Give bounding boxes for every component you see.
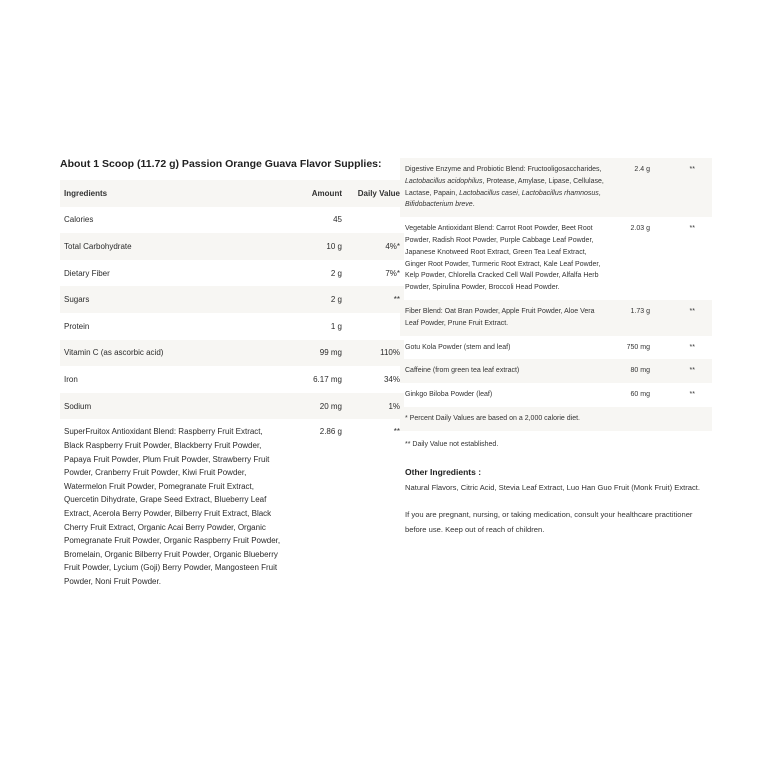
percent-dv-note: * Percent Daily Values are based on a 2,000 calorie diet. bbox=[405, 414, 580, 422]
row-amount: 2 g bbox=[330, 268, 342, 278]
row-dv: 4%* bbox=[385, 241, 400, 251]
row-dv: ** bbox=[689, 307, 695, 315]
row-dv bbox=[346, 313, 404, 340]
row-name: Protein bbox=[64, 321, 90, 331]
row-dv: ** bbox=[689, 391, 695, 399]
row-dv: ** bbox=[689, 367, 695, 375]
percent-note-row bbox=[400, 407, 712, 431]
table-row bbox=[400, 336, 712, 360]
row-name: Vegetable Antioxidant Blend: Carrot Root Powder, Beet Root Powder, Radish Root Powder, Purple Cabbage Leaf Powder, Japanese Knotweed Root Extract, Green Tea Leaf Extract, Ginger Root Powder, Turmeric Root Extract, Kale Leaf Powder, Kelp Powder, Chlorella Cracked Cell Wall Powder, Alfalfa Herb Powder, Spirulina Powder, Broccoli Head Powder. bbox=[405, 225, 601, 292]
text-part: Lactobacillus rhamnosus bbox=[521, 189, 599, 197]
nutrition-table bbox=[60, 180, 404, 588]
header-ingredients: Ingredients bbox=[64, 188, 108, 198]
text-part: Lactobacillus acidophilus bbox=[405, 177, 483, 185]
row-amount: 6.17 mg bbox=[313, 374, 342, 384]
row-name: Vitamin C (as ascorbic acid) bbox=[64, 348, 164, 358]
table-row bbox=[60, 207, 404, 234]
row-amount: 2.4 g bbox=[634, 166, 650, 173]
row-dv: 34% bbox=[383, 374, 400, 384]
other-ingredients-text: Natural Flavors, Citric Acid, Stevia Leaf Extract, Luo Han Guo Fruit (Monk Fruit) Extract. bbox=[405, 482, 700, 492]
row-amount: 2.86 g bbox=[319, 427, 342, 437]
row-dv: 7%* bbox=[385, 268, 400, 278]
row-dv: 1% bbox=[388, 401, 400, 411]
row-name: Ginkgo Biloba Powder (leaf) bbox=[405, 391, 493, 399]
row-amount: 2 g bbox=[330, 295, 342, 305]
table-row bbox=[400, 300, 712, 336]
row-dv bbox=[346, 207, 404, 234]
row-amount: 60 mg bbox=[630, 391, 650, 399]
text-part: , Protease, Amylase, Lipase, Cellulase, Lactase, Papain, bbox=[405, 177, 604, 197]
row-amount: 20 mg bbox=[319, 401, 342, 411]
row-name bbox=[405, 164, 605, 211]
warning-text: If you are pregnant, nursing, or taking medication, consult your healthcare practitioner before use. Keep out of reach of children. bbox=[405, 509, 693, 534]
text-part: . bbox=[472, 201, 475, 209]
table-row bbox=[60, 313, 404, 340]
text-part: Lactobacillus casei bbox=[459, 189, 518, 197]
row-dv: ** bbox=[393, 427, 400, 437]
row-name: Sugars bbox=[64, 295, 90, 305]
row-name: Calories bbox=[64, 215, 94, 225]
row-name: SuperFruitox Antioxidant Blend: Raspberry Fruit Extract, Black Raspberry Fruit Powder, Blackberry Fruit Powder, Papaya Fruit Powder, Plum Fruit Powder, Strawberry Fruit Powder, Cranberry Fruit Powder, Kiwi Fruit Powder, Watermelon Fruit Powder, Pomegranate Fruit Extract, Quercetin Dihydrate, Grape Seed Extract, Blueberry Leaf Extract, Acerola Berry Powder, Bilberry Fruit Extract, Black Cherry Fruit Extract, Organic Acai Berry Powder, Organic Pomegranate Fruit Powder, Organic Raspberry Fruit Powder, Bromelain, Organic Bilberry Fruit Powder, Organic Blueberry Fruit Powder, Lycium (Goji) Berry Powder, Mangosteen Fruit Powder, Noni Fruit Powder. bbox=[64, 427, 281, 586]
row-dv: ** bbox=[689, 225, 695, 233]
table-row bbox=[400, 359, 712, 383]
row-amount: 2.03 g bbox=[630, 225, 650, 233]
header-daily-value: Daily Value bbox=[357, 188, 400, 198]
other-ingredients-heading: Other Ingredients : bbox=[405, 466, 482, 477]
table-row-blend bbox=[60, 419, 404, 588]
text-part: , bbox=[598, 189, 601, 197]
table-header-row bbox=[60, 180, 404, 207]
text-part: Bifidobacterium breve bbox=[405, 201, 473, 209]
row-amount: 99 mg bbox=[319, 348, 342, 358]
row-dv: ** bbox=[689, 343, 695, 351]
row-name: Fiber Blend: Oat Bran Powder, Apple Fruit Powder, Aloe Vera Leaf Powder, Prune Fruit Extract. bbox=[405, 307, 595, 327]
row-amount: 750 mg bbox=[626, 343, 650, 351]
row-name: Total Carbohydrate bbox=[64, 241, 132, 251]
row-name: Gotu Kola Powder (stem and leaf) bbox=[405, 343, 511, 351]
table-row bbox=[400, 217, 712, 300]
table-row bbox=[60, 286, 404, 313]
row-amount: 1 g bbox=[330, 321, 342, 331]
text-part: Digestive Enzyme and Probiotic Blend: Fructooligosaccharides, bbox=[405, 166, 602, 173]
text-part: , bbox=[517, 189, 522, 197]
row-amount: 1.73 g bbox=[630, 307, 650, 315]
row-amount: 45 bbox=[333, 215, 342, 225]
nutrition-panel-left bbox=[60, 158, 400, 588]
table-row bbox=[60, 340, 404, 367]
row-amount: 10 g bbox=[326, 241, 342, 251]
row-name: Iron bbox=[64, 374, 78, 384]
header-amount: Amount bbox=[311, 188, 342, 198]
serving-title: About 1 Scoop (11.72 g) Passion Orange Guava Flavor Supplies: bbox=[60, 158, 382, 170]
row-amount: 80 mg bbox=[630, 367, 650, 375]
row-dv: 110% bbox=[380, 348, 400, 358]
row-name: Dietary Fiber bbox=[64, 268, 110, 278]
row-name: Sodium bbox=[64, 401, 92, 411]
row-name: Caffeine (from green tea leaf extract) bbox=[405, 367, 520, 375]
table-row bbox=[60, 260, 404, 287]
daily-value-note: ** Daily Value not established. bbox=[405, 440, 499, 448]
row-dv: ** bbox=[393, 295, 400, 305]
table-row bbox=[60, 233, 404, 260]
table-row bbox=[400, 383, 712, 407]
digestive-blend-row bbox=[400, 158, 712, 217]
table-row bbox=[60, 366, 404, 393]
table-row bbox=[60, 393, 404, 420]
nutrition-panel-right bbox=[400, 158, 712, 537]
row-dv: ** bbox=[689, 166, 695, 173]
